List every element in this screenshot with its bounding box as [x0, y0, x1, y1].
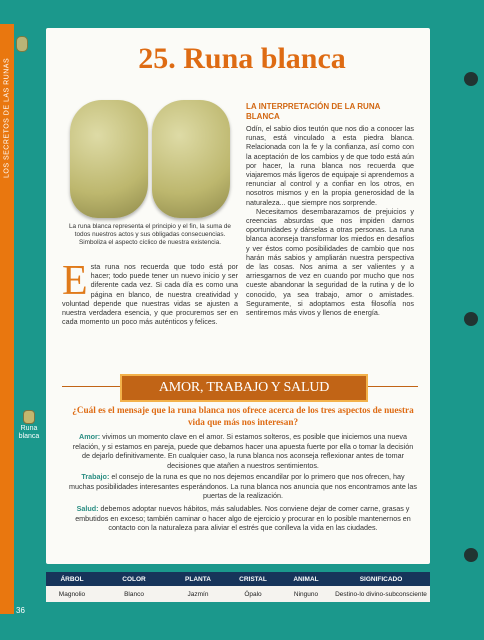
binder-hole: [464, 312, 478, 326]
health-paragraph: [68, 504, 418, 533]
binder-hole: [464, 548, 478, 562]
rune-stone: [152, 100, 230, 218]
page-number: 36: [16, 606, 25, 615]
rune-stone-icon: [16, 36, 28, 52]
header-planta: PLANTA: [185, 575, 211, 583]
cell-planta: Jazmín: [187, 590, 209, 598]
interpretation-paragraph-1: Odín, el sabio dios teutón que nos dio a conocer las runas, está vinculado a esta piedra blanca. Relacionada con la fe y la confianza, así como con la aceptación de los cambios y de que todo está aún por hacer, la runa blanca nos recuerda que viajaremos más ligeros de equipaje si aprendemos a renunciar al control y a confiar en los otros, en nosotros mismos y en la propia generosidad de la naturaleza... que siempre nos sorprende.: [246, 124, 414, 207]
header-significado: SIGNIFICADO: [359, 575, 403, 583]
health-text: debemos adoptar nuevos hábitos, más saludables. Nos conviene dejar de comer carne, grasas y embutidos en exceso; también caminar o hacer algo de ejercicio y procurar en lo posible mantenernos en contacto con la naturaleza para aliviar el estrés que conlleva la vida en las ciudades.: [75, 504, 411, 533]
sidebar-label: LOS SECRETOS DE LAS RUNAS: [3, 57, 11, 179]
binder-hole: [464, 72, 478, 86]
rune-stone-icon: [23, 410, 35, 424]
image-caption: La runa blanca representa el principio y el fin, la suma de todos nuestros actos y sus obligadas consecuencias. Simboliza el aspecto cíclico de nuestra existencia.: [69, 223, 231, 246]
header-color: COLOR: [122, 575, 146, 583]
interpretation-paragraph-2: Necesitamos desembarazarnos de prejuicios y creencias absurdas que nos impiden darnos oportunidades y dárselas a otras personas. La runa blanca aconseja transformar los miedos en desafíos y ver éstos como posibilidades de cambio que nos harán más sabios y ampliarán nuestra perspectiva de las cosas. Nos anima a ser valientes y a arriesgarnos de vez en cuando por mucho que nos cueste abandonar la seguridad de la rutina y de lo conocido, ya sea trabajo, amor o amistades. Seguramente, si adoptamos esta filosofía nos sentiremos más vivos y llenos de energía.: [246, 206, 414, 318]
side-tag: [14, 410, 44, 442]
intro-paragraph: [62, 258, 238, 327]
table-row: [46, 586, 430, 602]
cell-animal: Ninguno: [293, 590, 319, 598]
side-tag-label: Runa blanca: [18, 425, 40, 440]
cell-arbol: Magnolio: [58, 590, 86, 598]
work-label: Trabajo:: [81, 472, 110, 481]
header-arbol: ÁRBOL: [60, 575, 84, 583]
work-paragraph: [68, 472, 418, 501]
section-question: ¿Cuál es el mensaje que la runa blanca nos ofrece acerca de los tres aspectos de nuestra vida que más nos interesan?: [72, 405, 414, 427]
interpretation-text: [246, 124, 414, 317]
header-cristal: CRISTAL: [239, 575, 267, 583]
table-header: [46, 572, 430, 586]
love-text: vivimos un momento clave en el amor. Si estamos solteros, es posible que iniciemos una nueva relación, y si estamos en pareja, puede que debamos hacer una apuesta fuerte por ella o tomar la decisión de dejarlo definitivamente. En cualquier caso, la runa blanca nos aconseja reflexionar antes de tomar decisiones que atañen a nuestros sentimientos.: [72, 432, 414, 470]
cell-cristal: Ópalo: [244, 590, 262, 598]
health-label: Salud:: [76, 504, 99, 513]
cell-significado: Destino-lo divino-subconsciente: [335, 590, 427, 598]
work-text: el consejo de la runa es que no nos dejemos encandilar por lo primero que nos ofrecen, hay muchas posibilidades interesantes esperándonos. La runa blanca nos anuncia que nos encontramos ante las puertas de la realización.: [68, 472, 418, 501]
love-paragraph: [68, 432, 418, 470]
interpretation-heading: LA INTERPRETACIÓN DE LA RUNA BLANCA: [246, 102, 381, 121]
intro-text: sta runa nos recuerda que todo está por hacer; todo puede tener un nuevo inicio y ser diferente cada vez. Si cada día es como una página en blanco, de nuestra creatividad y voluntad depende que nuestras vidas se ajusten a nuestra verdadera esencia, y que procuremos ser en cada momento un poco más auténticos y felices.: [62, 262, 238, 327]
drop-cap: E: [62, 258, 88, 304]
page-title: 25. Runa blanca: [138, 42, 346, 75]
cell-color: Blanco: [124, 590, 144, 598]
rune-stone: [70, 100, 148, 218]
love-label: Amor:: [79, 432, 101, 441]
section-title: AMOR, TRABAJO Y SALUD: [158, 380, 330, 395]
header-animal: ANIMAL: [293, 575, 319, 583]
rune-image: [70, 100, 230, 220]
section-banner: [120, 374, 368, 402]
